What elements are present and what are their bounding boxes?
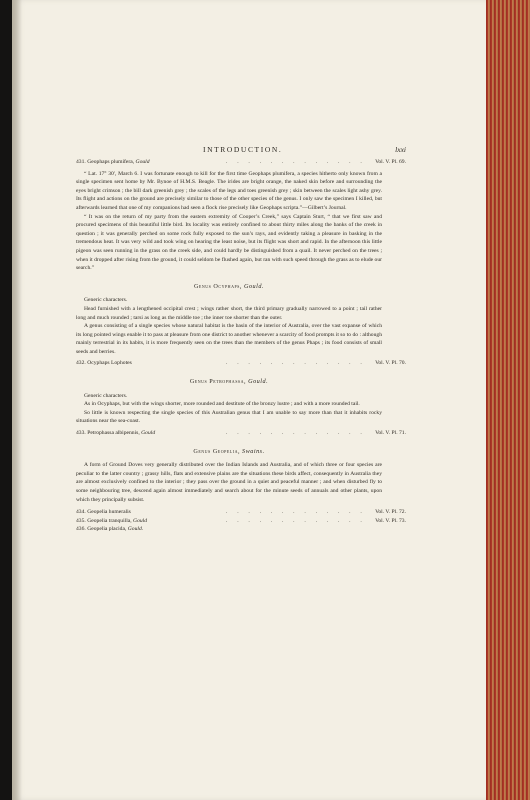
page-gutter: [12, 0, 22, 800]
petrophassa-description: So little is known respecting the single species of this Australian genus that I am unable to say more than that it inhabits rocky situations near the sea-coast.: [76, 409, 382, 425]
entry-name: Geopelia tranquilla,: [87, 517, 132, 524]
geopelia-description: A form of Ground Doves very generally distributed over the Indian Islands and Australia, and of which three or four species are peculiar to the latter country ; grassy hills, flats and extensive plains are the situations these birds affect, consequently in Australia they are almost exclusively confined to the interior ; they pass over the ground in a quiet and peaceful manner ; and when disturbed fly to some neighbouring tree, descend again almost immediately and search about for the minute seeds of annuals and other plants, upon which they principally subsist.: [76, 462, 382, 503]
generic-characters-label: Generic characters.: [84, 297, 128, 304]
leader-dots: . . . . . . . . . . . . .: [226, 159, 366, 165]
petrophassa-characters: As in Ocyphaps, but with the wings shorter, more rounded and destitute of the bronzy lustre ; and with a more rounded tail.: [84, 401, 360, 408]
paragraph-sturt: “ It was on the return of my party from the eastern extremity of Cooper’s Creek,” says Captain Sturt, “ that we first saw and procured specimens of this beautiful little bird. Its locality was entirely confined to about thirty miles along the banks of the creek in question ; it was generally perched on some rock fully exposed to the sun’s rays, and evidently taking a pleasure in basking in the tremendous heat. It was very wild and took wing on hearing the least noise, but its flight was short and rapid. In the afternoon this little pigeon was seen running in the grass on the creek side, and could hardly be distinguished from a quail. It never perched on the trees ; when it dropped after rising from the ground, it could seldom be flushed again, but ran with such speed through the grass as to elude our search.”: [76, 213, 382, 272]
entry-author: Gould: [135, 159, 150, 165]
entry-plate-ref: Vol. V. Pl. 73.: [375, 517, 406, 524]
page-number: lxxi: [395, 145, 406, 154]
species-entry-435: [76, 517, 406, 526]
entry-author: Gould: [141, 430, 156, 437]
leader-dots: . . . . . . . . . . . . .: [226, 509, 366, 516]
entry-number: 434.: [76, 509, 86, 516]
ocyphaps-characters: Head furnished with a lengthened occipital crest ; wings rather short, the third primary gradually narrowed to a point ; tail rather long and much rounded ; tarsi as long as the middle toe ; the inner toe shorter than the outer.: [76, 305, 382, 321]
leader-dots: . . . . . . . . . . . . .: [226, 517, 366, 524]
entry-name: Geopelia humeralis: [87, 509, 131, 516]
entry-number: 432.: [76, 360, 86, 367]
entry-number: 433.: [76, 430, 86, 437]
running-head-title: INTRODUCTION.: [203, 145, 283, 154]
entry-name: Geophaps plumifera,: [87, 159, 135, 165]
entry-plate-ref: Vol. V. Pl. 72.: [375, 509, 406, 516]
entry-name: Geopelia placida,: [87, 526, 127, 533]
leader-dots: . . . . . . . . . . . . .: [226, 360, 366, 367]
entry-number: 431.: [76, 159, 86, 165]
generic-characters-label: Generic characters.: [84, 392, 128, 399]
genus-heading-geopelia: Genus Geopelia, Swains.: [193, 447, 265, 455]
entry-plate-ref: Vol. V. Pl. 69.: [375, 159, 406, 165]
entry-plate-ref: Vol. V. Pl. 70.: [375, 360, 406, 367]
genus-heading-ocyphaps: Genus Ocyphaps, Gould.: [193, 282, 265, 290]
entry-name: Petrophassa albipennis,: [87, 430, 140, 437]
leader-dots: . . . . . . . . . . . . .: [226, 430, 366, 437]
species-entry-432: [76, 359, 406, 368]
entry-number: 435.: [76, 517, 86, 524]
entry-author: Gould.: [127, 526, 144, 533]
species-entry-436: [76, 525, 382, 534]
species-entry-431: [76, 158, 406, 167]
paragraph-gilbert: “ Lat. 17° 30′, March 6. I was fortunate enough to kill for the first time Geophaps plumifera, a species hitherto only known from a single specimen sent home by Mr. Bynoe of H.M.S. Beagle. The irides are bright orange, the naked skin before and surrounding the eyes bright crimson ; the bill dark greenish grey ; the scales of the legs and toes greenish grey ; skin between the scales light ashy grey. Its flight and actions on the ground are precisely similar to those of the other species of the genus. I only saw the specimen I killed, but afterwards learned that one of my companions had seen a flock rise precisely like Geophaps scripta.”—Gilbert’s Journal.: [76, 170, 382, 211]
species-entry-434: [76, 508, 406, 517]
entry-author: Gould: [133, 517, 148, 524]
book-edge-marbled: [486, 0, 530, 800]
ocyphaps-description: A genus consisting of a single species whose natural habitat is the basin of the interior of Australia, over the vast expanse of which its long pointed wings enable it to pass at pleasure from one district to another whenever a scarcity of food prompts it so to do : although mainly terrestrial in its habits, it is more frequently seen on the trees than the members of the genus Phaps ; its food consists of small seeds and berries.: [76, 323, 382, 355]
species-entry-433: [76, 429, 406, 438]
entry-name: Ocyphaps Lophotes: [87, 360, 132, 367]
entry-plate-ref: Vol. V. Pl. 71.: [375, 430, 406, 437]
genus-heading-petrophassa: Genus Petrophassa, Gould.: [189, 378, 269, 386]
entry-number: 436.: [76, 526, 86, 533]
page-body: [76, 150, 406, 534]
